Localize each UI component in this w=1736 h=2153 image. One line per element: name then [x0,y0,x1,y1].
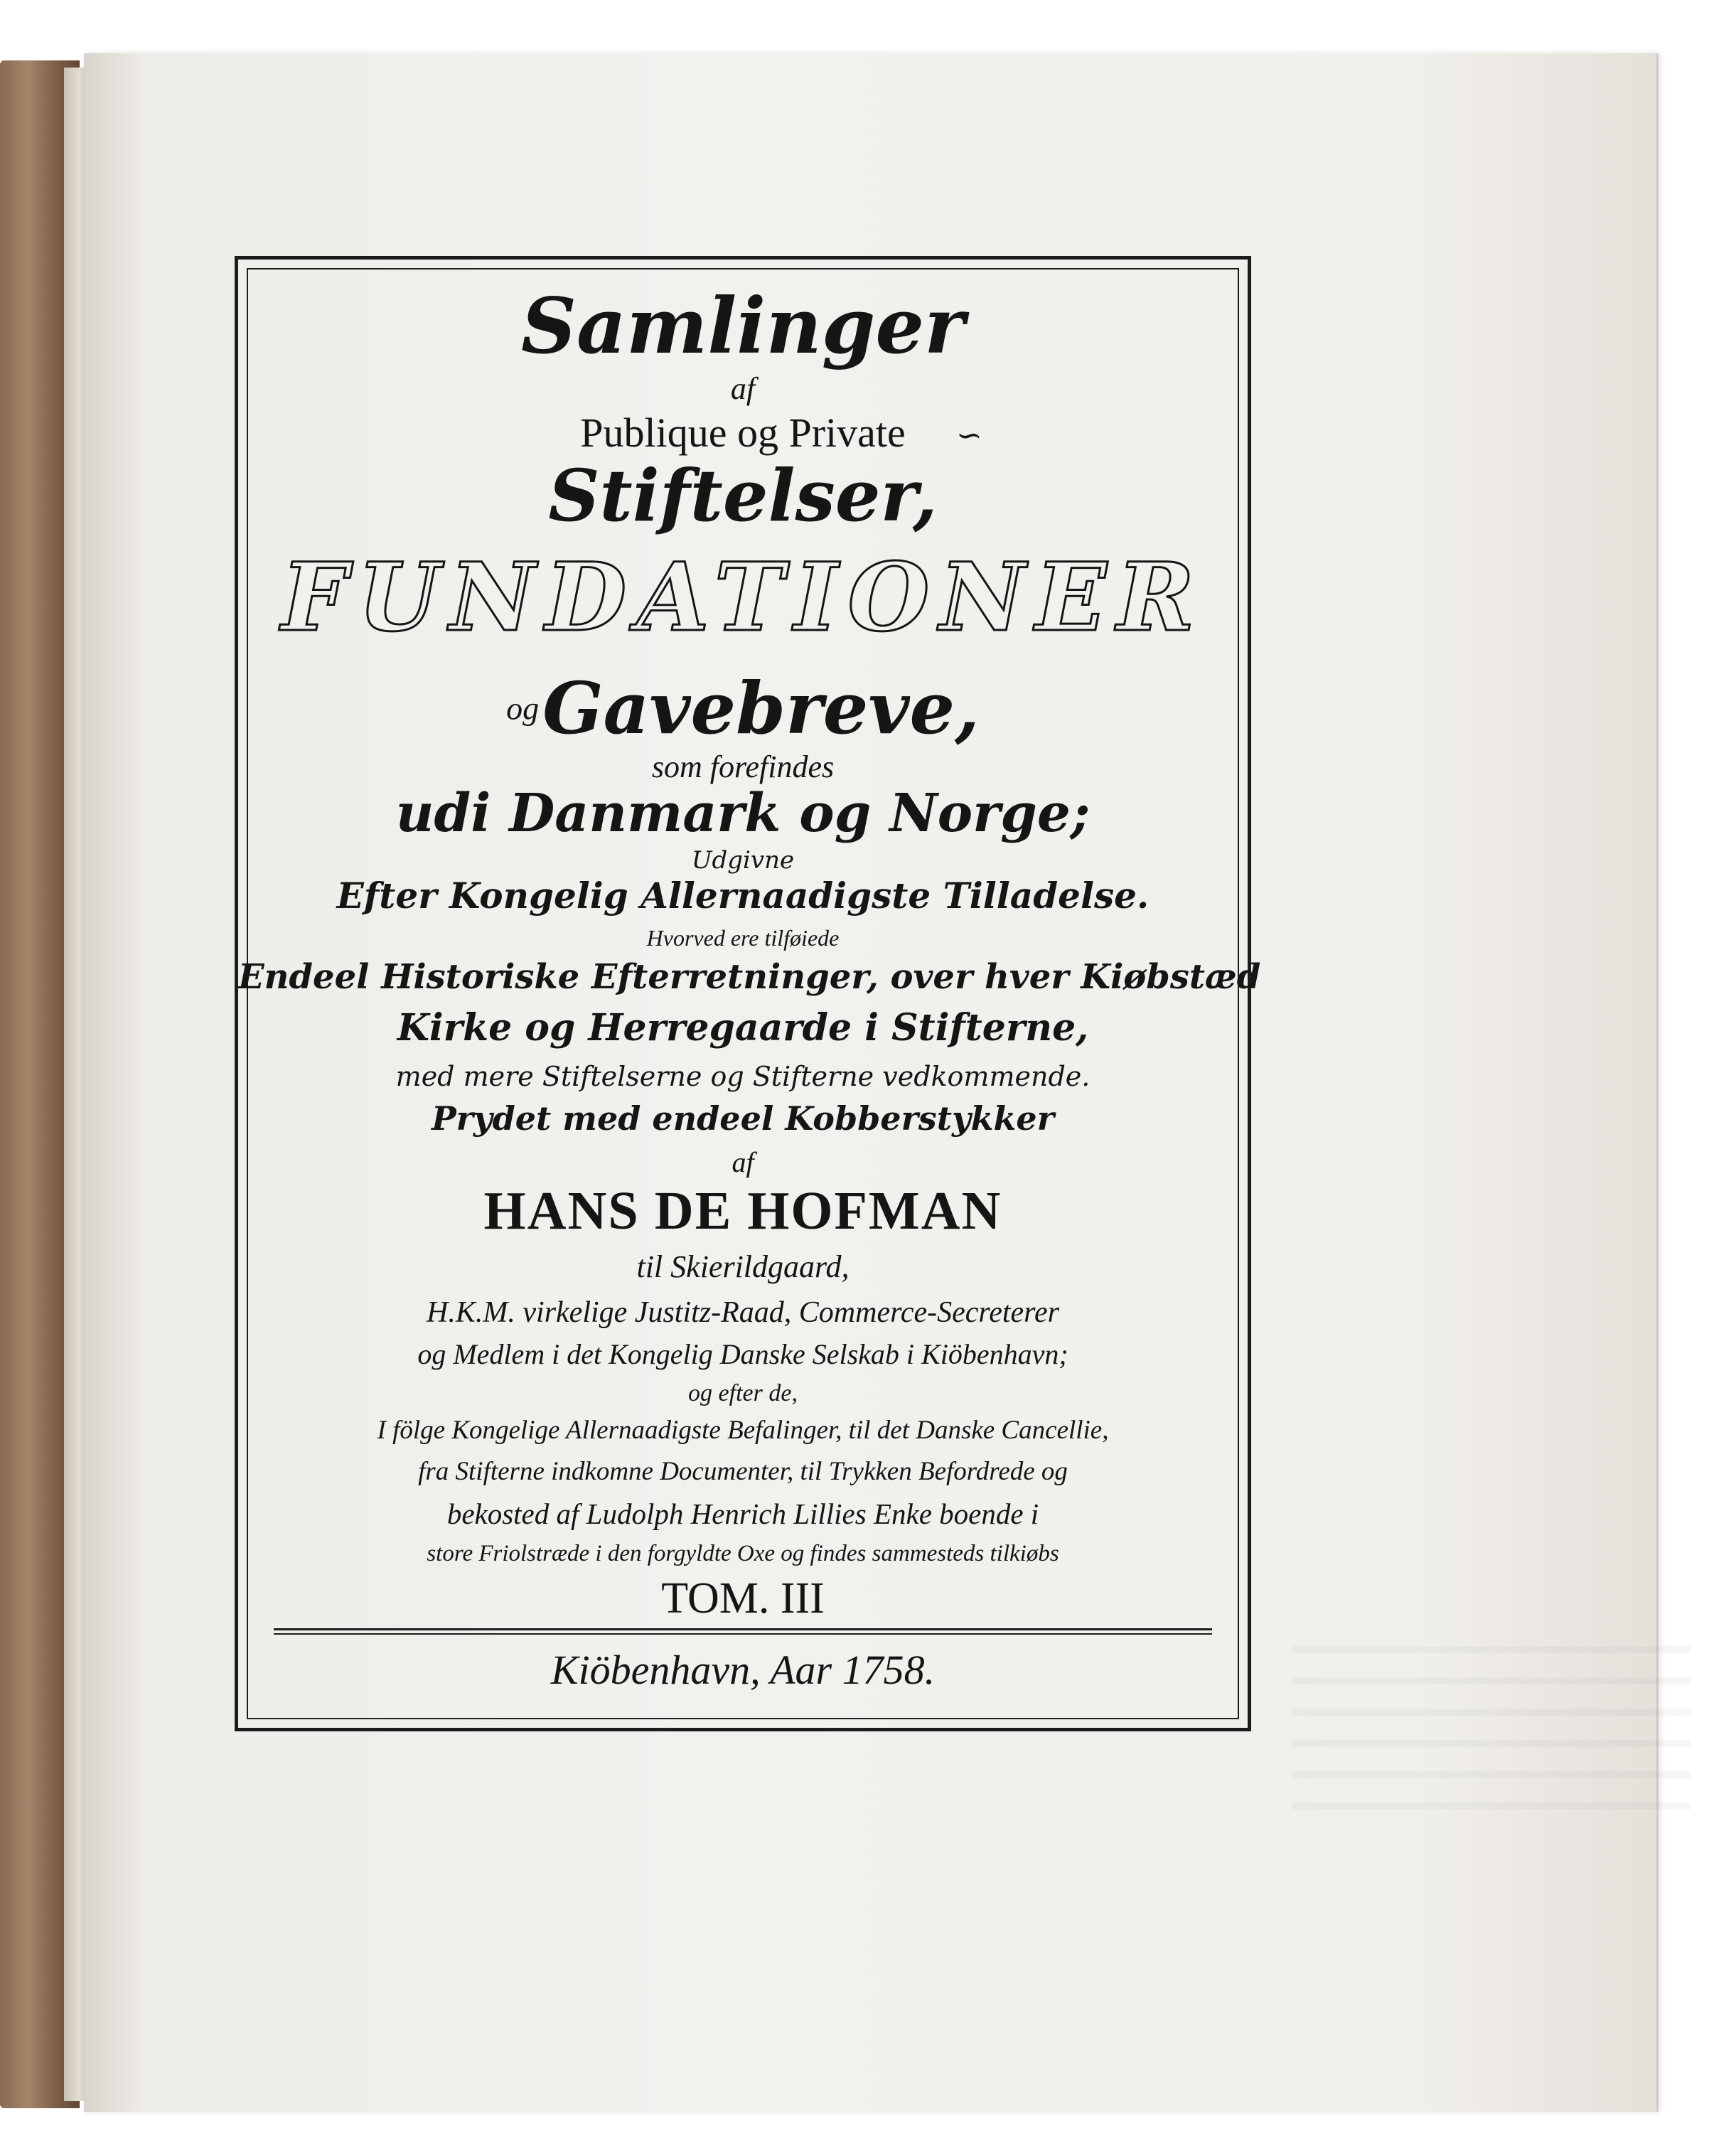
show-through-text [1292,1646,1691,1817]
title-af-2: af [732,1146,754,1178]
title-kirke: Kirke og Herregaarde i Stifterne, [397,1006,1089,1049]
title-tom: TOM. III [661,1574,825,1623]
title-bekosted: bekosted af Ludolph Henrich Lillies Enke boende i [446,1497,1039,1530]
title-udgivne: Udgivne [691,846,795,875]
title-og-efter-de: og efter de, [688,1380,798,1406]
imprint-rule [274,1628,1212,1630]
title-med-mere: med mere Stiftelserne og Stifterne vedkommende. [395,1061,1091,1092]
open-book [0,53,1656,2112]
title-hkm: H.K.M. virkelige Justitz-Raad, Commerce-Secreterer [427,1296,1059,1329]
title-medlem: og Medlem i det Kongelig Danske Selskab i Kiöbenhavn; [417,1338,1068,1370]
imprint-rule-2 [274,1633,1212,1635]
title-frame [235,256,1261,1731]
title-stiftelser: Stiftelser, [548,454,938,538]
imprint-text: Kiöbenhavn, Aar 1758. [550,1647,936,1693]
title-udi-danmark: udi Danmark og Norge; [395,783,1091,844]
title-efter-kongelig: Efter Kongelig Allernaadigste Tilladelse. [336,875,1150,917]
title-som-forefindes: som forefindes [651,749,835,784]
title-endeel-historiske: Endeel Historiske Efterretninger, over hver Kiøbstæd [238,957,1261,997]
title-page [84,53,1659,2112]
title-fra-stifterne: fra Stifterne indkomne Documenter, til Trykken Befordrede og [418,1457,1068,1486]
gavebreve-line [238,666,1248,750]
title-author: HANS DE HOFMAN [483,1181,1002,1241]
flourish-ornament: ∽ [956,417,982,454]
title-ifolge: I fölge Kongelige Allernaadigste Befalinger, til det Danske Cancellie, [377,1416,1109,1445]
title-fundationer: FUNDATIONER [281,543,1205,653]
title-af-1: af [730,371,756,406]
title-samlinger: Samlinger [521,282,965,371]
title-til-skierildgaard: til Skierildgaard, [636,1249,850,1284]
title-store-friol: store Friolstræde i den forgyldte Oxe og findes sammesteds tilkiøbs [427,1541,1059,1566]
title-hvorved: Hvorved ere tilføiede [646,925,840,951]
title-gavebreve: Gavebreve, [542,666,980,750]
title-prydet: Prydet med endeel Kobberstykker [432,1099,1054,1138]
title-publique: Publique og Private [580,410,906,456]
title-og: og [506,690,540,727]
